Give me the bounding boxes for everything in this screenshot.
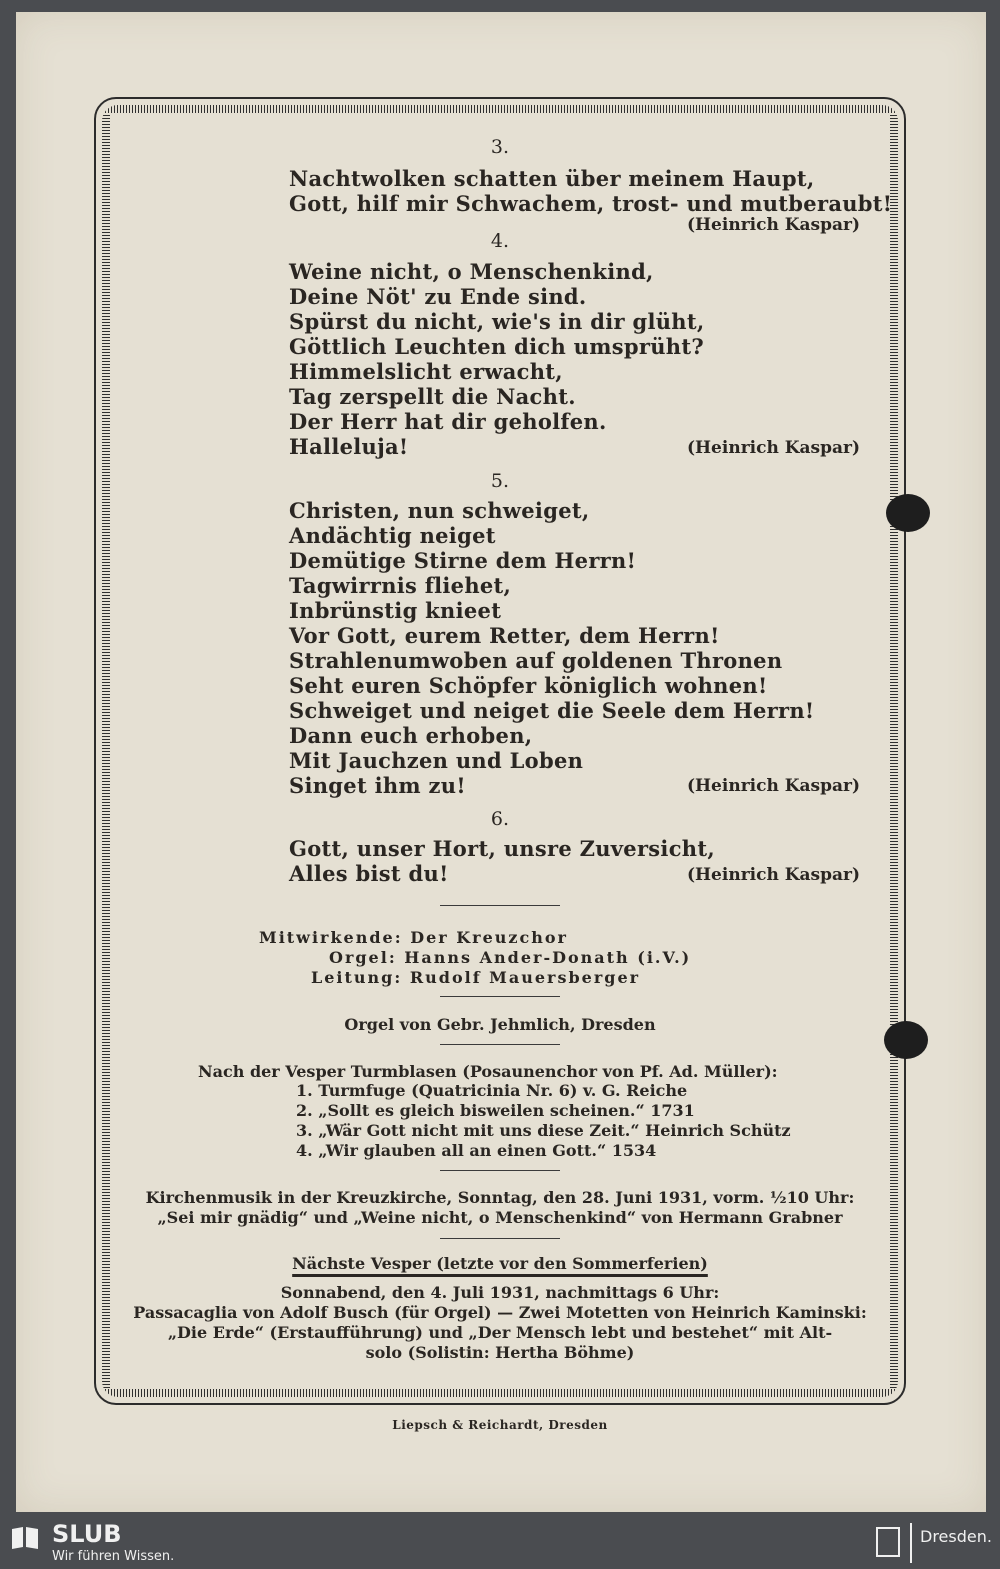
verse-line: Weine nicht, o Menschenkind, — [289, 259, 654, 284]
punch-hole — [886, 494, 930, 532]
verse-line: Dann euch erhoben, — [289, 723, 533, 748]
author-attribution: (Heinrich Kaspar) — [686, 776, 860, 796]
next-vesper-date: Sonnabend, den 4. Juli 1931, nachmittags 6 Uhr: — [280, 1283, 720, 1302]
church-music-program: „Sei mir gnädig“ und „Weine nicht, o Menschenkind“ von Hermann Grabner — [157, 1208, 843, 1227]
verse-line: Christen, nun schweiget, — [289, 498, 590, 523]
dresden-logo[interactable]: Dresden. — [920, 1527, 992, 1546]
verse-line: Tag zerspellt die Nacht. — [289, 384, 576, 409]
verse-line: Gott, unser Hort, unsre Zuversicht, — [289, 836, 715, 861]
author-attribution: (Heinrich Kaspar) — [686, 438, 860, 458]
verse-line: Nachtwolken schatten über meinem Haupt, — [289, 166, 815, 191]
author-attribution: (Heinrich Kaspar) — [686, 865, 860, 885]
section-number: 4. — [490, 230, 510, 252]
verse-line: Himmelslicht erwacht, — [289, 359, 563, 384]
verse-line: Demütige Stirne dem Herrn! — [289, 548, 637, 573]
verse-line: Strahlenumwoben auf goldenen Thronen — [289, 648, 783, 673]
verse-line: Mit Jauchzen und Loben — [289, 748, 584, 773]
verse-line: Deine Nöt' zu Ende sind. — [289, 284, 587, 309]
divider — [910, 1523, 912, 1563]
section-number: 5. — [490, 470, 510, 492]
next-vesper-heading: Nächste Vesper (letzte vor den Sommerferien) — [292, 1254, 708, 1273]
verse-line: Tagwirrnis fliehet, — [289, 573, 512, 598]
credits-conductor: Leitung: Rudolf Mauersberger — [311, 968, 641, 987]
section-number: 3. — [490, 136, 510, 158]
credits-organ: Orgel: Hanns Ander-Donath (i.V.) — [329, 948, 692, 967]
list-item: 4. „Wir glauben all an einen Gott.“ 1534 — [296, 1141, 657, 1160]
next-vesper-program: solo (Solistin: Hertha Böhme) — [365, 1343, 635, 1362]
next-vesper-program: „Die Erde“ (Erstaufführung) und „Der Mensch lebt und bestehet“ mit Alt- — [167, 1323, 833, 1342]
organ-builder: Orgel von Gebr. Jehmlich, Dresden — [344, 1015, 656, 1034]
divider — [440, 996, 560, 997]
divider — [440, 1238, 560, 1239]
church-music-announcement: Kirchenmusik in der Kreuzkirche, Sonntag, den 28. Juni 1931, vorm. ½10 Uhr: — [145, 1188, 855, 1207]
section-number: 6. — [490, 808, 510, 830]
verse-line: Der Herr hat dir geholfen. — [289, 409, 607, 434]
slub-logo[interactable]: SLUB — [52, 1520, 122, 1548]
verse-line: Vor Gott, eurem Retter, dem Herrn! — [289, 623, 720, 648]
book-icon — [10, 1525, 40, 1551]
list-item: 2. „Sollt es gleich bisweilen scheinen.“ 1731 — [296, 1101, 695, 1120]
footer-bar — [0, 1517, 1000, 1569]
next-vesper-program: Passacaglia von Adolf Busch (für Orgel) — Zwei Motetten von Heinrich Kaminski: — [133, 1303, 867, 1322]
divider — [440, 905, 560, 906]
list-item: 3. „Wär Gott nicht mit uns diese Zeit.“ Heinrich Schütz — [296, 1121, 791, 1140]
verse-line: Spürst du nicht, wie's in dir glüht, — [289, 309, 705, 334]
divider — [440, 1170, 560, 1171]
verse-line: Göttlich Leuchten dich umsprüht? — [289, 334, 704, 359]
printer-imprint: Liepsch & Reichardt, Dresden — [392, 1418, 608, 1432]
verse-line: Inbrünstig knieet — [289, 598, 502, 623]
verse-line: Alles bist du! — [289, 861, 449, 886]
verse-line: Andächtig neiget — [289, 523, 496, 548]
tower-music-intro: Nach der Vesper Turmblasen (Posaunenchor von Pf. Ad. Müller): — [198, 1062, 778, 1081]
credits-performers: Mitwirkende: Der Kreuzchor — [259, 928, 568, 947]
verse-line: Halleluja! — [289, 434, 409, 459]
author-attribution: (Heinrich Kaspar) — [686, 215, 860, 235]
slub-tagline: Wir führen Wissen. — [52, 1549, 175, 1564]
verse-line: Schweiget und neiget die Seele dem Herrn! — [289, 698, 815, 723]
verse-line: Gott, hilf mir Schwachem, trost- und mutberaubt! — [289, 191, 893, 216]
city-crest-icon — [876, 1527, 900, 1557]
verse-line: Seht euren Schöpfer königlich wohnen! — [289, 673, 768, 698]
verse-line: Singet ihm zu! — [289, 773, 466, 798]
list-item: 1. Turmfuge (Quatricinia Nr. 6) v. G. Reiche — [296, 1081, 688, 1100]
divider — [440, 1044, 560, 1045]
